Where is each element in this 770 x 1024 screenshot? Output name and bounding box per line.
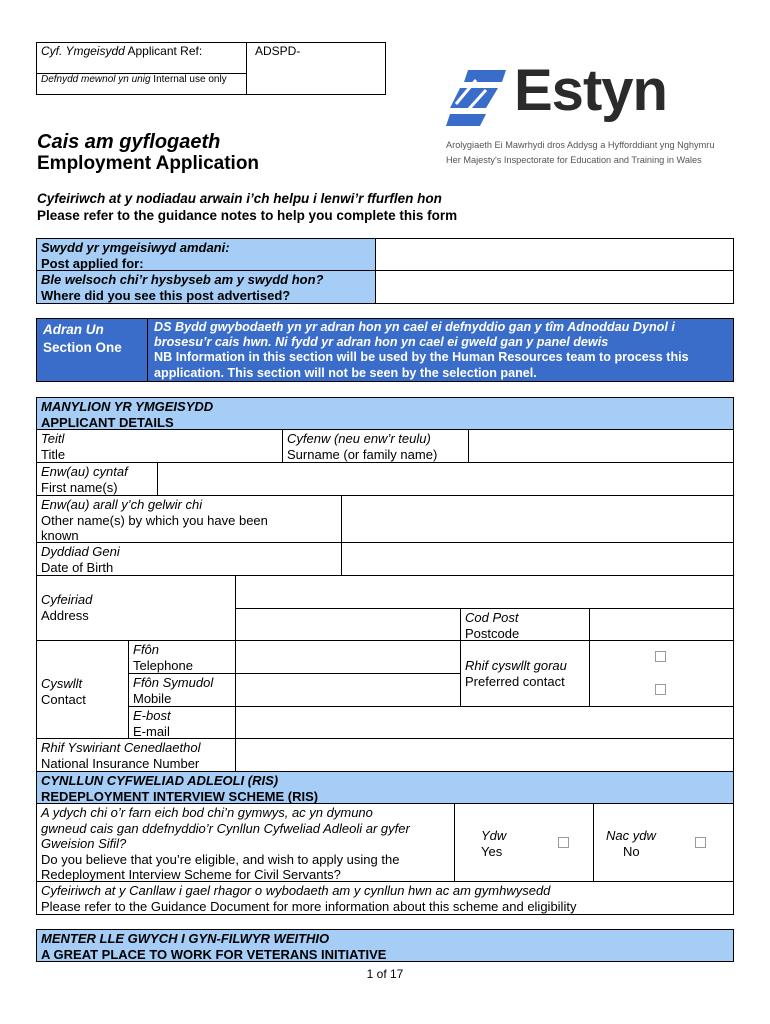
advert-source-cy: Ble welsoch chi’r hysbyseb am y swydd hon?	[41, 272, 324, 287]
guidance-en: Please refer to the guidance notes to help you complete this form	[37, 208, 458, 223]
other-names-label-cy: Enw(au) arall y’ch gelwir chi	[41, 497, 203, 512]
contact-label-cy: Cyswllt	[41, 676, 83, 691]
telephone-input[interactable]	[235, 640, 461, 674]
applicant-ref-value: ADSPD-	[255, 44, 301, 58]
ris-question-en-1: Do you believe that you’re eligible, and wish to apply using the	[41, 851, 400, 867]
preferred-mobile-checkbox[interactable]	[655, 684, 666, 695]
other-names-label-en-2: known	[41, 528, 79, 543]
address-input-line1[interactable]	[235, 575, 734, 609]
mobile-input[interactable]	[235, 673, 461, 707]
other-names-input[interactable]	[341, 495, 734, 543]
estyn-tagline-en: Her Majesty's Inspectorate for Education and Training in Wales	[446, 155, 702, 165]
first-names-label-en: First name(s)	[41, 479, 118, 495]
post-applied-cy: Swydd yr ymgeisiwyd amdani:	[41, 240, 230, 255]
guidance-cy: Cyfeiriwch at y nodiadau arwain i’ch helpu i lenwi’r ffurflen hon	[37, 191, 442, 206]
estyn-logo-mark-icon	[446, 68, 508, 128]
ris-header-cy: CYNLLUN CYFWELIAD ADLEOLI (RIS)	[41, 773, 279, 788]
post-applied-label	[36, 238, 376, 271]
ris-question	[36, 803, 455, 882]
veterans-header-en: A GREAT PLACE TO WORK FOR VETERANS INITIATIVE	[41, 946, 387, 962]
veterans-header	[36, 929, 734, 962]
ris-header	[36, 771, 734, 804]
ni-number-input[interactable]	[235, 738, 734, 772]
estyn-tagline-cy: Arolygiaeth Ei Mawrhydi dros Addysg a Hyfforddiant yng Nghymru	[446, 140, 715, 150]
ni-number-label-en: National Insurance Number	[41, 755, 200, 771]
applicant-details-header-cy: MANYLION YR YMGEISYDD	[41, 399, 214, 414]
post-applied-en: Post applied for:	[41, 255, 144, 271]
veterans-header-cy: MENTER LLE GWYCH I GYN-FILWYR WEITHIO	[41, 931, 330, 946]
dob-label-cy: Dyddiad Geni	[41, 544, 120, 559]
surname-label-cy: Cyfenw (neu enw’r teulu)	[287, 431, 431, 446]
section-one-note-en: NB Information in this section will be used by the Human Resources team to process this application. This section will not be seen by the selection panel.	[154, 350, 689, 380]
post-applied-input[interactable]	[375, 238, 734, 271]
other-names-label	[36, 495, 342, 543]
advert-source-label	[36, 270, 376, 304]
applicant-ref-label-cy: Cyf. Ymgeisydd	[41, 44, 125, 58]
preferred-contact-label-en: Preferred contact	[465, 673, 565, 689]
ris-question-cy-3: Gweision Sifil?	[41, 836, 127, 851]
ris-no-checkbox[interactable]	[695, 837, 706, 848]
ris-yes-label-cy: Ydw	[481, 828, 507, 843]
address-label-cy: Cyfeiriad	[41, 592, 93, 607]
contact-label	[36, 640, 129, 739]
advert-source-input[interactable]	[375, 270, 734, 304]
address-label-en: Address	[41, 607, 89, 623]
email-label-cy: E-bost	[133, 708, 171, 723]
title-label-cy: Teitl	[41, 431, 65, 446]
section-one-label-cy: Adran Un	[43, 322, 104, 337]
postcode-label	[460, 608, 590, 641]
ris-header-en: REDEPLOYMENT INTERVIEW SCHEME (RIS)	[41, 788, 319, 804]
email-input[interactable]	[235, 706, 734, 739]
telephone-label-en: Telephone	[133, 657, 193, 673]
preferred-contact-label-cy: Rhif cyswllt gorau	[465, 658, 567, 673]
preferred-contact-label	[460, 640, 590, 707]
ris-no-label-cy: Nac ydw	[606, 828, 656, 843]
surname-input[interactable]	[468, 429, 734, 463]
ris-question-cy-2: gwneud cais gan ddefnyddio’r Cynllun Cyfweliad Adleoli ar gyfer	[41, 820, 410, 836]
ris-yes-checkbox[interactable]	[558, 837, 569, 848]
address-input-line2[interactable]	[235, 608, 461, 641]
ris-guidance-reference	[36, 881, 734, 915]
postcode-input[interactable]	[589, 608, 734, 641]
mobile-label-en: Mobile	[133, 690, 172, 706]
advert-source-en: Where did you see this post advertised?	[41, 287, 291, 303]
preferred-telephone-checkbox[interactable]	[655, 651, 666, 662]
ris-no-label-en: No	[623, 843, 640, 859]
mobile-label	[128, 673, 236, 707]
ris-yes-option[interactable]	[454, 803, 594, 882]
email-label	[128, 706, 236, 739]
applicant-ref-field[interactable]	[247, 43, 385, 94]
email-label-en: E-mail	[133, 723, 170, 739]
first-names-label	[36, 462, 158, 496]
contact-label-en: Contact	[41, 691, 86, 707]
estyn-logo-text: Estyn	[514, 58, 667, 123]
other-names-label-en-1: Other name(s) by which you have been	[41, 512, 268, 528]
dob-label	[36, 542, 342, 576]
section-one-label	[36, 318, 148, 382]
dob-label-en: Date of Birth	[41, 559, 114, 575]
postcode-label-en: Postcode	[465, 625, 520, 641]
ris-guidance-en: Please refer to the Guidance Document for more information about this scheme and eligibility	[41, 898, 577, 914]
address-label	[36, 575, 236, 641]
section-one-label-en: Section One	[43, 340, 122, 355]
page-title-en: Employment Application	[37, 153, 260, 174]
internal-use-en: Internal use only	[153, 74, 227, 85]
section-one-note-cy: DS Bydd gwybodaeth yn yr adran hon yn cael ei defnyddio gan y tîm Adnoddau Dynol i brosesu’r cais hwn. Ni fydd yr adran hon yn cael ei gweld gan y panel dewis	[154, 320, 675, 350]
ni-number-label	[36, 738, 236, 772]
title-field[interactable]	[36, 429, 283, 463]
internal-use-note	[37, 74, 247, 95]
surname-label-en: Surname (or family name)	[287, 446, 438, 462]
first-names-input[interactable]	[157, 462, 734, 496]
applicant-ref-box	[36, 42, 386, 95]
estyn-logo	[446, 58, 726, 134]
page-number: 1 of 17	[366, 967, 404, 981]
section-one-note	[147, 318, 734, 382]
ris-no-option[interactable]	[593, 803, 734, 882]
ris-yes-label-en: Yes	[481, 843, 503, 859]
ni-number-label-cy: Rhif Yswiriant Cenedlaethol	[41, 740, 201, 755]
mobile-label-cy: Ffôn Symudol	[133, 675, 214, 690]
first-names-label-cy: Enw(au) cyntaf	[41, 464, 128, 479]
dob-input[interactable]	[341, 542, 734, 576]
ris-guidance-cy: Cyfeiriwch at y Canllaw i gael rhagor o wybodaeth am y cynllun hwn ac am gymhwysedd	[41, 883, 551, 898]
applicant-details-header-en: APPLICANT DETAILS	[41, 414, 174, 430]
applicant-ref-label-en: Applicant Ref:	[127, 44, 203, 58]
telephone-label-cy: Ffôn	[133, 642, 160, 657]
applicant-details-header	[36, 397, 734, 430]
ris-question-en-2: Redeployment Interview Scheme for Civil Servants?	[41, 867, 341, 882]
internal-use-cy: Defnydd mewnol yn unig	[41, 74, 151, 85]
ris-question-cy-1: A ydych chi o’r farn eich bod chi’n gymwys, ac yn dymuno	[41, 805, 373, 820]
postcode-label-cy: Cod Post	[465, 610, 519, 625]
applicant-ref-label	[37, 43, 247, 74]
page-title-cy: Cais am gyflogaeth	[37, 131, 221, 153]
telephone-label	[128, 640, 236, 674]
surname-label	[282, 429, 469, 463]
title-label-en: Title	[41, 446, 66, 462]
